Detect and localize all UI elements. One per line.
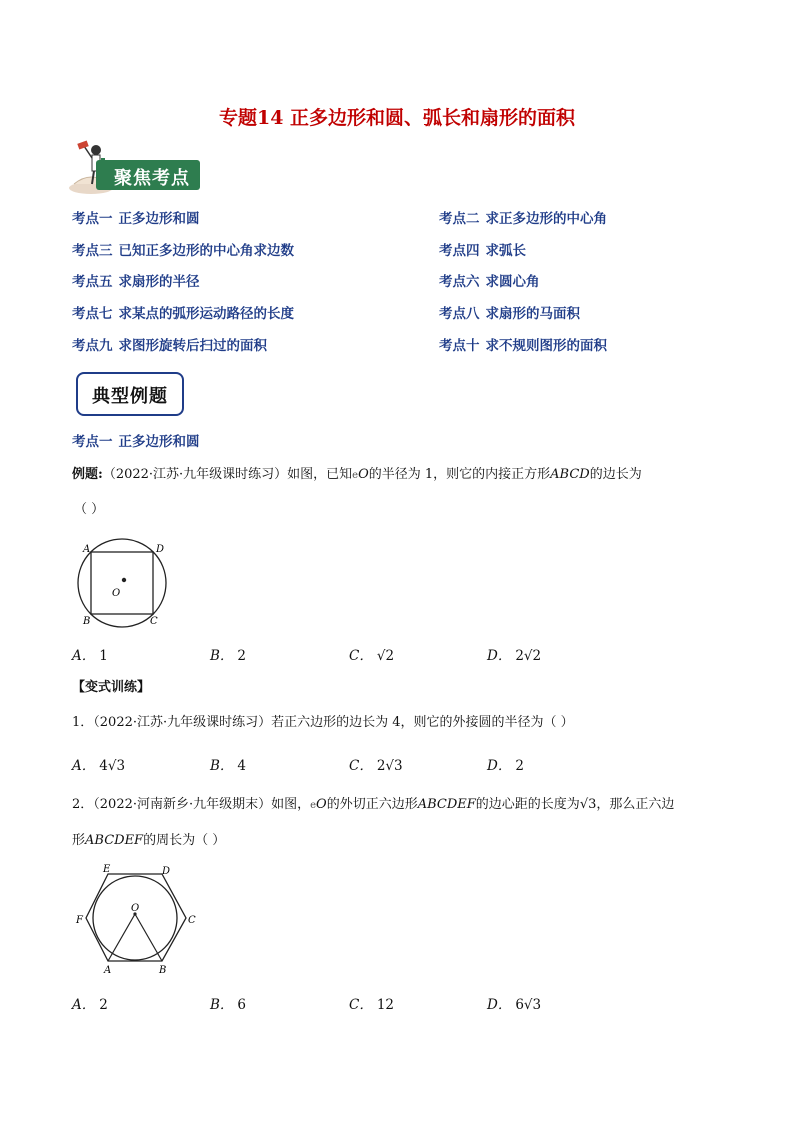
- question-2-line1: 2．（2022·河南新乡·九年级期末）如图，eO的外切正六边形ABCDEF的边心距的长度为√3，那么正六边: [72, 797, 675, 812]
- hexagon-circle-figure: [72, 862, 202, 977]
- hex-center-label-o: O: [131, 903, 140, 914]
- answer-blank: （ ）: [74, 502, 105, 517]
- vertex-label-c: C: [150, 616, 158, 627]
- kaodian-item: 考点三 已知正多边形的中心角求边数: [72, 243, 294, 259]
- hex-label-a: A: [104, 965, 112, 976]
- hex-label-b: B: [159, 965, 167, 976]
- vertex-label-d: D: [156, 544, 165, 555]
- circle-square-figure: [70, 536, 180, 632]
- vertex-label-b: B: [83, 616, 91, 627]
- option-a[interactable]: A． 1: [72, 648, 108, 664]
- vertex-label-a: A: [83, 544, 91, 555]
- kaodian-item: 考点七 求某点的弧形运动路径的长度: [72, 306, 294, 322]
- kaodian-item: 考点八 求扇形的马面积: [439, 306, 580, 322]
- q1-option-a[interactable]: A． 4√3: [72, 758, 126, 774]
- option-c[interactable]: C． √2: [349, 648, 395, 664]
- focus-badge-label: 聚焦考点: [114, 168, 190, 189]
- question-2-line2: 形ABCDEF的周长为（ ）: [72, 833, 226, 848]
- q1-option-d[interactable]: D． 2: [487, 758, 524, 774]
- kaodian-item: 考点一 正多边形和圆: [72, 211, 200, 227]
- option-d[interactable]: D． 2√2: [487, 648, 542, 664]
- hex-label-c: C: [188, 915, 196, 926]
- q1-option-c[interactable]: C． 2√3: [349, 758, 403, 774]
- variant-heading: 【变式训练】: [72, 680, 151, 695]
- focus-badge: [96, 160, 200, 190]
- q1-option-b[interactable]: B． 4: [210, 758, 247, 774]
- hex-label-f: F: [76, 915, 83, 926]
- examples-badge-label: 典型例题: [92, 386, 168, 407]
- kaodian-item: 考点六 求圆心角: [439, 274, 540, 290]
- section-heading: 考点一 正多边形和圆: [72, 434, 200, 450]
- hex-label-e: E: [103, 864, 111, 875]
- hex-label-d: D: [162, 866, 171, 877]
- examples-badge: [76, 372, 184, 416]
- kaodian-item: 考点四 求弧长: [439, 243, 526, 259]
- kaodian-item: 考点二 求正多边形的中心角: [439, 211, 607, 227]
- q2-option-a[interactable]: A． 2: [72, 997, 108, 1013]
- example-question: 例题:（2022·江苏·九年级课时练习）如图，已知eO的半径为 1，则它的内接正方形ABCD的边长为: [72, 467, 642, 482]
- q2-option-d[interactable]: D． 6√3: [487, 997, 542, 1013]
- kaodian-item: 考点五 求扇形的半径: [72, 274, 200, 290]
- option-b[interactable]: B． 2: [210, 648, 247, 664]
- page-title: 专题14 正多边形和圆、弧长和扇形的面积: [218, 107, 576, 129]
- q2-option-b[interactable]: B． 6: [210, 997, 247, 1013]
- center-label-o: O: [112, 588, 121, 599]
- kaodian-item: 考点十 求不规则图形的面积: [439, 338, 607, 354]
- kaodian-item: 考点九 求图形旋转后扫过的面积: [72, 338, 267, 354]
- question-1: 1．（2022·江苏·九年级课时练习）若正六边形的边长为 4，则它的外接圆的半径为（ ）: [72, 715, 574, 730]
- q2-option-c[interactable]: C． 12: [349, 997, 395, 1013]
